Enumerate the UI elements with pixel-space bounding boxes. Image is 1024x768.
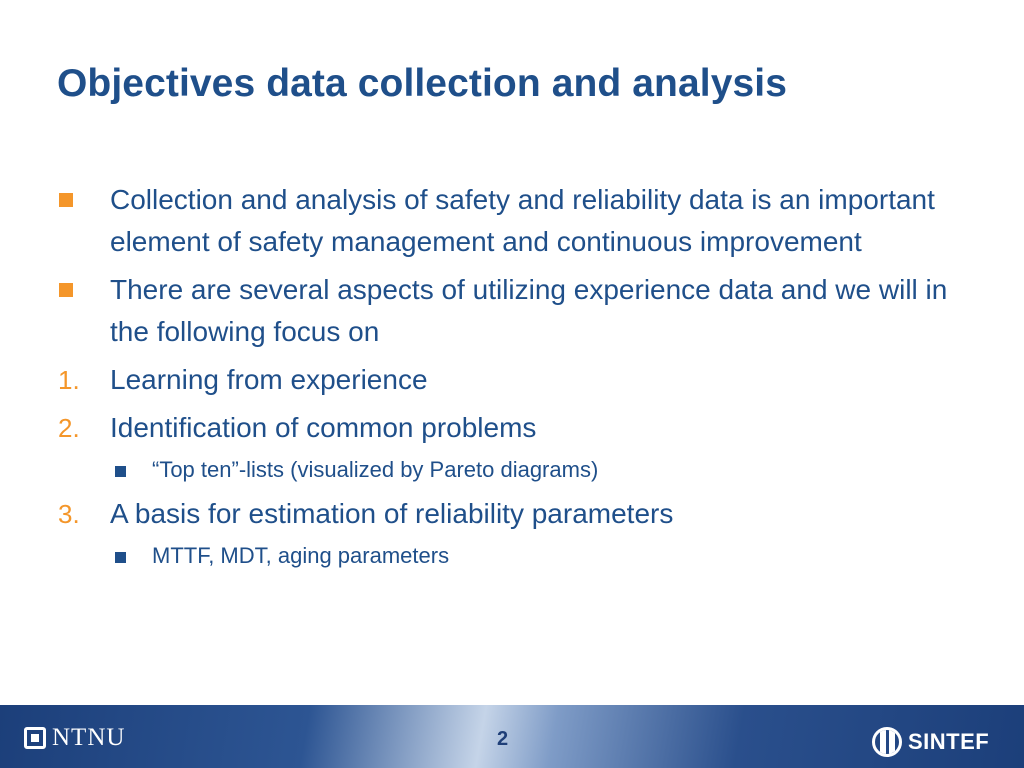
square-bullet-icon	[115, 466, 126, 477]
item-number: 2.	[58, 413, 80, 443]
item-text: Learning from experience	[110, 364, 428, 395]
item-text: Identification of common problems	[110, 412, 537, 443]
bullet-item	[57, 269, 987, 353]
slide-title: Objectives data collection and analysis	[57, 62, 788, 105]
bullet-text: There are several aspects of utilizing experience data and we will in the following focus on	[110, 274, 948, 347]
square-bullet-icon	[115, 552, 126, 563]
ntnu-logo-text: NTNU	[52, 724, 126, 751]
square-bullet-icon	[59, 283, 73, 297]
item-text: A basis for estimation of reliability parameters	[110, 498, 674, 529]
ntnu-mark-icon	[24, 727, 46, 749]
footer-band	[0, 705, 1024, 768]
square-bullet-icon	[59, 193, 73, 207]
bullet-list	[57, 179, 987, 571]
item-number: 3.	[58, 499, 80, 529]
bullet-item	[57, 179, 987, 263]
page-number: 2	[497, 728, 509, 750]
numbered-item	[57, 493, 987, 535]
item-number: 1.	[58, 365, 80, 395]
sub-bullet-text: MTTF, MDT, aging parameters	[152, 543, 450, 568]
sub-bullet-item	[57, 455, 987, 485]
sintef-logo	[872, 727, 989, 757]
bullet-text: Collection and analysis of safety and reliability data is an important element of safety management and continuous improvement	[110, 184, 935, 257]
sintef-logo-text: SINTEF	[908, 729, 990, 754]
numbered-item	[57, 407, 987, 449]
sintef-mark-icon	[872, 727, 902, 757]
sub-bullet-item	[57, 541, 987, 571]
numbered-item	[57, 359, 987, 401]
sub-bullet-text: “Top ten”-lists (visualized by Pareto diagrams)	[152, 457, 599, 482]
ntnu-logo	[24, 724, 125, 752]
